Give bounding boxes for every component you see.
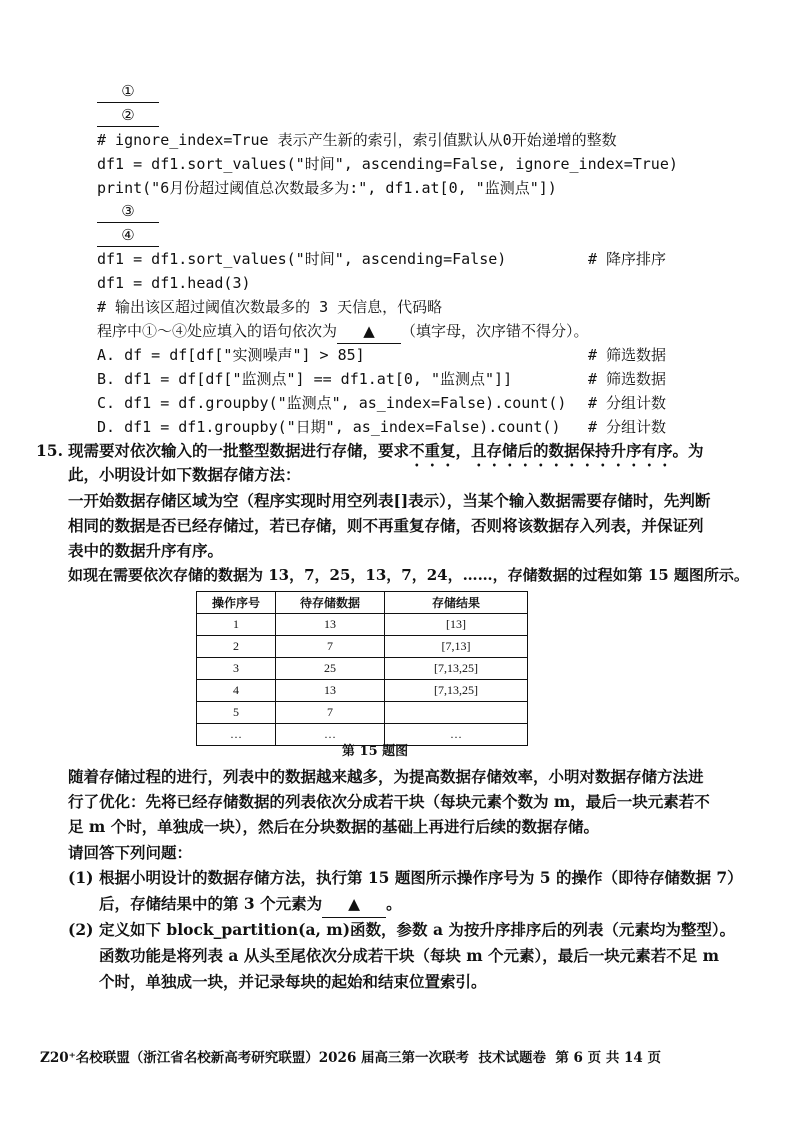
table-cell: 7: [276, 702, 385, 724]
answer-blank: ▲: [322, 891, 386, 918]
option-d: D. df1 = df1.groupby("日期", as_index=False).count(): [97, 418, 561, 436]
table-row: [197, 614, 528, 636]
sub-question-1-number: (1): [68, 868, 94, 887]
sub-question-2-line2: 函数功能是将列表 a 从头至尾依次分成若干块（每块 m 个元素），最后一块元素若不足 m: [99, 946, 720, 965]
sub-question-1-line1: 根据小明设计的数据存储方法，执行第 15 题图所示操作序号为 5 的操作（即待存储数据 7）: [99, 868, 743, 887]
table-cell: 3: [197, 658, 276, 680]
table-cell: [13]: [385, 614, 528, 636]
q15-p1-line1: 一开始数据存储区域为空（程序实现时用空列表[]表示），当某个输入数据需要存储时，先判断: [68, 491, 711, 510]
table-header-cell: 待存储数据: [276, 592, 385, 614]
sub-question-1-line2: [99, 891, 402, 918]
table-cell: 5: [197, 702, 276, 724]
q15-p3-line1: 随着存储过程的进行，列表中的数据越来越多，为提高数据存储效率，小明对数据存储方法进: [68, 767, 704, 786]
option-a: A. df = df[df["实测噪声"] > 85]: [97, 346, 365, 364]
table-cell: 4: [197, 680, 276, 702]
table-header-cell: 操作序号: [197, 592, 276, 614]
sub-question-2-line1: 定义如下 block_partition(a, m)函数，参数 a 为按升序排序后的列表（元素均为整型）。: [99, 920, 736, 939]
page-footer: Z20⁺名校联盟（浙江省名校新高考研究联盟）2026 届高三第一次联考 技术试题卷 第 6 页 共 14 页: [40, 1050, 662, 1066]
figure-caption: 第 15 题图: [342, 744, 409, 759]
table-cell: …: [197, 724, 276, 746]
table-row: [197, 636, 528, 658]
table-row: [197, 680, 528, 702]
q15-p2: 如现在需要依次存储的数据为 13，7，25，13，7，24，……，存储数据的过程如第 15 题图所示。: [68, 566, 749, 584]
q15-p4: 请回答下列问题：: [68, 843, 193, 862]
table-header-row: [197, 592, 528, 614]
q15-intro-a: 现需要对依次输入的一批整型数据进行存储，要求: [68, 441, 410, 460]
q15-p1-line3: 表中的数据升序有序。: [68, 541, 224, 560]
comment-descending: # 降序排序: [588, 250, 667, 268]
table-cell: …: [385, 724, 528, 746]
blank-2: ②: [97, 104, 159, 127]
q15-p3-line3: 足 m 个时，单独成一块），然后在分块数据的基础上再进行后续的数据存储。: [68, 817, 599, 836]
code-head: df1 = df1.head(3): [97, 274, 251, 292]
code-print: print("6月份超过阈值总次数最多为:", df1.at[0, "监测点"]): [97, 179, 557, 197]
answer-blank: ▲: [337, 319, 401, 344]
q15-p3-line2: 行了优化：先将已经存储数据的列表依次分成若干块（每块元素个数为 m，最后一块元素若不: [68, 792, 710, 811]
table-cell: 13: [276, 680, 385, 702]
code-sort-values-2: df1 = df1.sort_values("时间", ascending=False): [97, 250, 507, 268]
table-cell: [7,13,25]: [385, 680, 528, 702]
comment-omit: # 输出该区超过阈值次数最多的 3 天信息，代码略: [97, 298, 443, 316]
table-row: [197, 702, 528, 724]
fill-question: [97, 319, 589, 344]
table-header-cell: 存储结果: [385, 592, 528, 614]
blank-4: ④: [97, 224, 159, 247]
option-b: B. df1 = df[df["监测点"] == df1.at[0, "监测点"]]: [97, 370, 513, 388]
table-cell: 25: [276, 658, 385, 680]
table-row: [197, 658, 528, 680]
table-cell: 7: [276, 636, 385, 658]
sub-question-1-text: 后，存储结果中的第 3 个元素为: [99, 894, 323, 913]
option-d-comment: # 分组计数: [588, 418, 667, 436]
table-cell: 2: [197, 636, 276, 658]
blank-3: ③: [97, 200, 159, 223]
table-cell: …: [276, 724, 385, 746]
option-a-comment: # 筛选数据: [588, 346, 667, 364]
fill-question-suffix: （填字母，次序错不得分）。: [401, 322, 589, 340]
q15-intro-emphasis: 不重复，且存储后的数据保持升序有序: [409, 441, 673, 460]
sub-question-1-end: 。: [386, 894, 402, 913]
option-c: C. df1 = df.groupby("监测点", as_index=False).count(): [97, 394, 567, 412]
comment-ignore-index: # ignore_index=True 表示产生新的索引，索引值默认从0开始递增的整数: [97, 131, 617, 149]
question-number: 15.: [36, 441, 63, 460]
storage-process-table: [196, 591, 528, 746]
code-sort-values-1: df1 = df1.sort_values("时间", ascending=False, ignore_index=True): [97, 155, 678, 173]
sub-question-2-number: (2): [68, 920, 94, 939]
table-cell: 1: [197, 614, 276, 636]
sub-question-2-line3: 个时，单独成一块，并记录每块的起始和结束位置索引。: [99, 972, 487, 991]
table-cell: [7,13,25]: [385, 658, 528, 680]
q15-intro-line2: 此，小明设计如下数据存储方法：: [68, 465, 301, 484]
table-cell: 13: [276, 614, 385, 636]
q15-p1-line2: 相同的数据是否已经存储过，若已存储，则不再重复存储，否则将该数据存入列表，并保证列: [68, 516, 704, 535]
fill-question-prefix: 程序中①～④处应填入的语句依次为: [97, 322, 338, 340]
blank-1: ①: [97, 80, 159, 103]
table-cell: [385, 702, 528, 724]
table-cell: [7,13]: [385, 636, 528, 658]
option-c-comment: # 分组计数: [588, 394, 667, 412]
option-b-comment: # 筛选数据: [588, 370, 667, 388]
q15-intro-b: 。为: [672, 441, 704, 460]
